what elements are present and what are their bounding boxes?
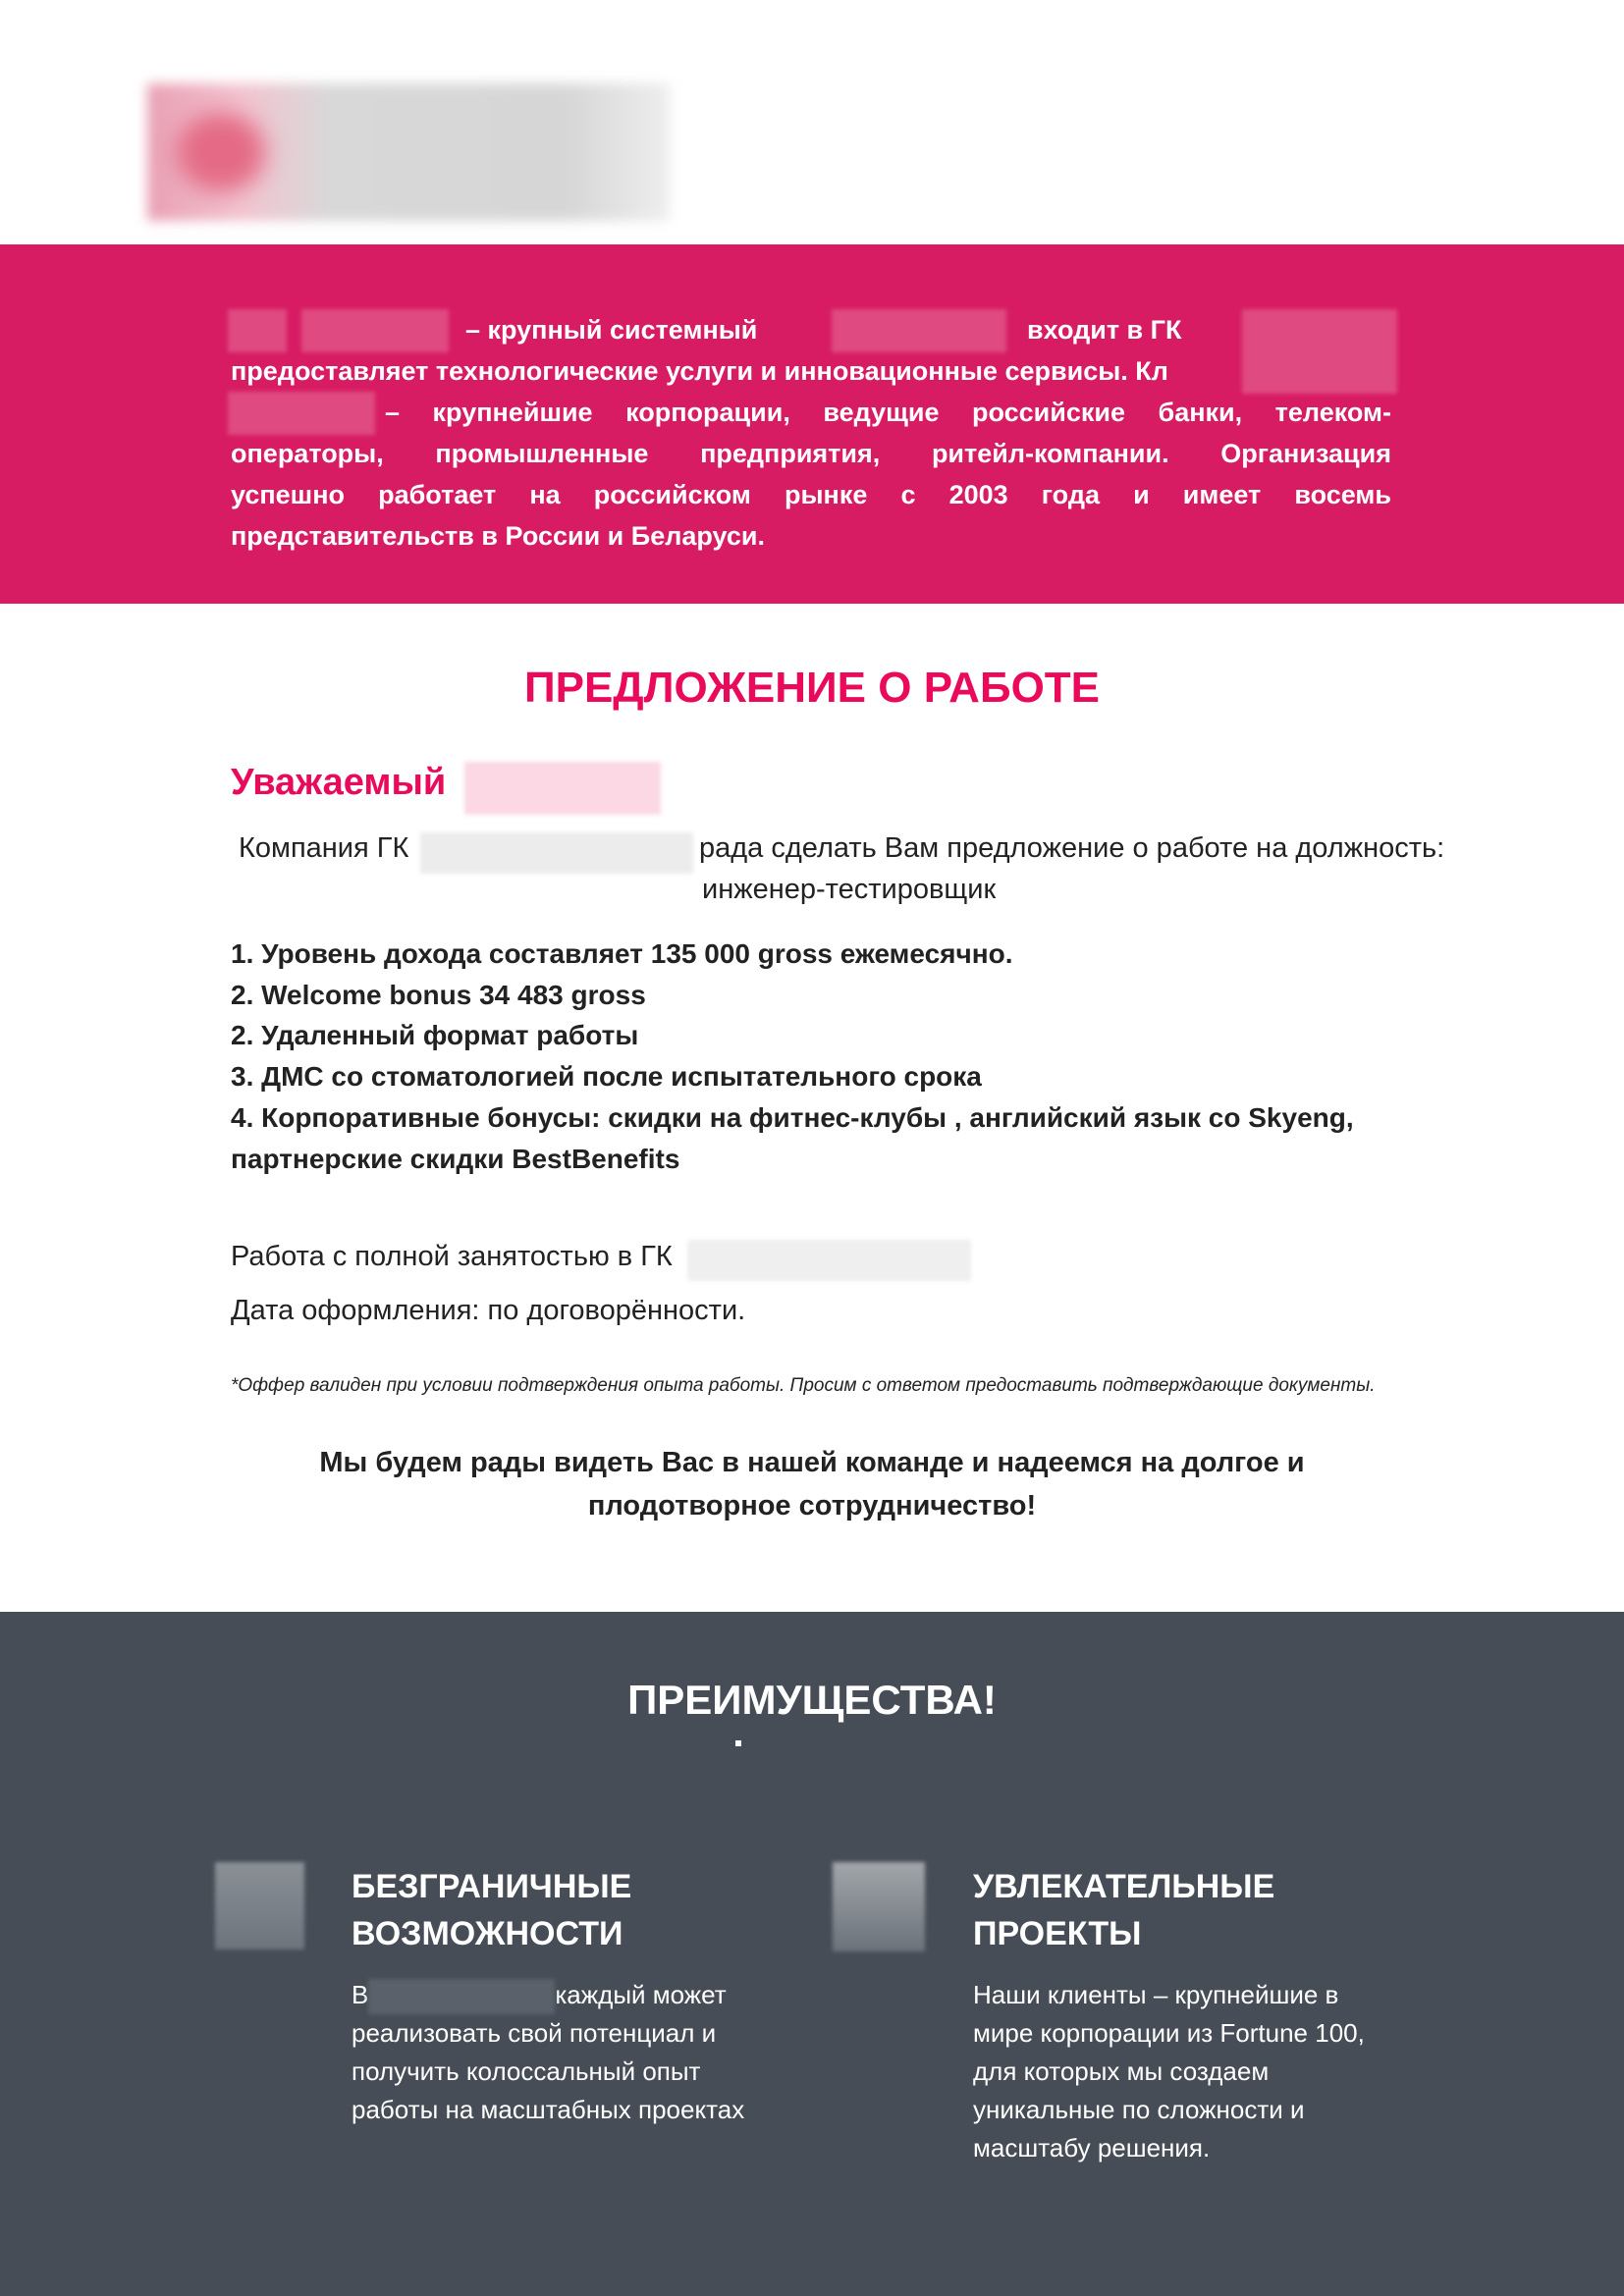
offer-sentence: рада сделать Вам предложение о работе на должность: xyxy=(699,832,1445,864)
offer-item: партнерские скидки BestBenefits xyxy=(231,1144,680,1174)
redacted-text xyxy=(228,392,375,435)
card-text-line: масштабу решения. xyxy=(973,2133,1211,2163)
greeting: Уважаемый xyxy=(231,762,447,803)
advantages-title: ПРЕИМУЩЕСТВА! xyxy=(627,1677,997,1723)
intro-line: – крупный системный xyxy=(465,315,758,345)
redacted-text xyxy=(228,309,287,352)
divider-dot xyxy=(735,1740,741,1746)
card-text-line: мире корпорации из Fortune 100, xyxy=(973,2018,1365,2048)
card-text xyxy=(973,1976,1365,2167)
card-text-prefix: В xyxy=(352,1980,369,2009)
redacted-text xyxy=(301,309,449,352)
card-heading xyxy=(352,1863,631,1957)
closing-line: плодотворное сотрудничество! xyxy=(587,1490,1037,1522)
card-text-line: работы на масштабных проектах xyxy=(352,2095,745,2125)
offer-item: 3. ДМС со стоматологией после испытательного срока xyxy=(231,1061,982,1092)
redacted-company xyxy=(368,1979,555,2014)
company-logo-mark xyxy=(177,113,265,191)
company-prefix: Компания ГК xyxy=(239,832,409,864)
card-heading-line: БЕЗГРАНИЧНЫЕ xyxy=(352,1868,632,1905)
card-heading-line: ПРОЕКТЫ xyxy=(973,1915,1142,1952)
page-title: ПРЕДЛОЖЕНИЕ О РАБОТЕ xyxy=(523,664,1101,712)
projects-icon xyxy=(833,1862,925,1951)
closing-line: Мы будем рады видеть Вас в нашей команде и надеемся на долгое и xyxy=(319,1447,1305,1478)
intro-line: операторы, промышленные предприятия, ритейл-компании. Организация xyxy=(231,439,1391,468)
position-title: инженер-тестировщик xyxy=(702,874,997,905)
card-heading-line: ВОЗМОЖНОСТИ xyxy=(352,1915,623,1952)
footnote: *Оффер валиден при условии подтверждения опыта работы. Просим с ответом предоставить подтверждающие документы. xyxy=(231,1375,1376,1396)
intro-band xyxy=(0,244,1624,604)
redacted-company xyxy=(420,832,693,874)
intro-line: предоставляет технологические услуги и инновационные сервисы. Кл xyxy=(231,356,1168,386)
intro-line: представительств в России и Беларуси. xyxy=(231,521,765,551)
offer-item: 2. Удаленный формат работы xyxy=(231,1020,639,1050)
card-text-line: уникальные по сложности и xyxy=(973,2095,1305,2124)
offer-item: 4. Корпоративные бонусы: скидки на фитнес-клубы , английский язык со Skyeng, xyxy=(231,1102,1354,1133)
start-date: Дата оформления: по договорённости. xyxy=(231,1295,746,1326)
redacted-company xyxy=(687,1240,971,1281)
card-text-rest: каждый может xyxy=(555,1980,727,2009)
offer-item: 1. Уровень дохода составляет 135 000 gross ежемесячно. xyxy=(231,938,1013,969)
card-text-line: реализовать свой потенциал и xyxy=(352,2018,717,2049)
card-text-line: получить колоссальный опыт xyxy=(352,2056,701,2087)
redacted-text xyxy=(832,309,1006,352)
card-heading xyxy=(973,1863,1274,1957)
employment-type: Работа с полной занятостью в ГК xyxy=(231,1241,673,1272)
card-text-line xyxy=(352,1976,744,2014)
possibilities-icon xyxy=(215,1862,304,1949)
intro-line: – крупнейшие корпорации, ведущие российские банки, телеком- xyxy=(385,398,1391,427)
card-text-line: Наши клиенты – крупнейшие в xyxy=(973,1980,1339,2009)
offer-item: 2. Welcome bonus 34 483 gross xyxy=(231,980,646,1010)
intro-line: входит в ГК xyxy=(1027,315,1182,345)
card-heading-line: УВЛЕКАТЕЛЬНЫЕ xyxy=(973,1868,1275,1905)
intro-line: успешно работает на российском рынке с 2003 года и имеет восемь xyxy=(231,480,1391,509)
redacted-name xyxy=(464,762,661,815)
card-text-line: для которых мы создаем xyxy=(973,2056,1270,2086)
card-text xyxy=(352,1976,744,2129)
